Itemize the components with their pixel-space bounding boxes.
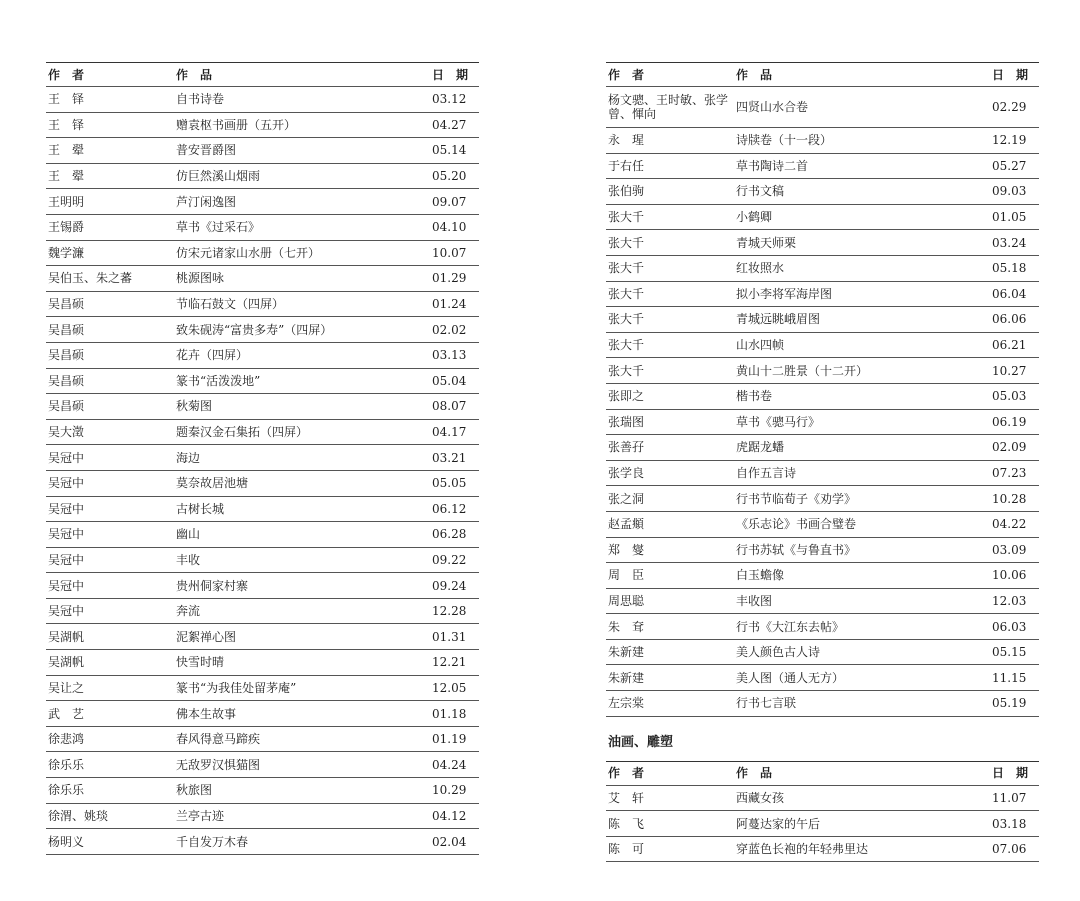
table-row bbox=[46, 266, 479, 292]
artist-cell: 徐渭、姚琰 bbox=[46, 803, 174, 829]
artist-cell: 朱 耷 bbox=[606, 614, 734, 640]
work-cell: 无敌罗汉惧猫图 bbox=[174, 752, 430, 778]
artist-cell: 朱新建 bbox=[606, 639, 734, 665]
date-cell: 05.05 bbox=[430, 470, 479, 496]
date-cell: 04.10 bbox=[430, 214, 479, 240]
work-cell: 莫奈故居池塘 bbox=[174, 470, 430, 496]
artist-cell: 徐乐乐 bbox=[46, 778, 174, 804]
work-cell: 小鹤卿 bbox=[734, 204, 990, 230]
date-cell: 02.29 bbox=[990, 87, 1039, 128]
table-row bbox=[46, 803, 479, 829]
header-artist: 作 者 bbox=[46, 63, 174, 87]
artist-cell: 艾 轩 bbox=[606, 785, 734, 811]
table-row bbox=[46, 829, 479, 855]
table-row bbox=[46, 342, 479, 368]
date-cell: 03.12 bbox=[430, 87, 479, 113]
date-cell: 05.04 bbox=[430, 368, 479, 394]
artist-cell: 张学良 bbox=[606, 460, 734, 486]
date-cell: 07.06 bbox=[990, 836, 1039, 862]
date-cell: 06.19 bbox=[990, 409, 1039, 435]
work-cell: 自书诗卷 bbox=[174, 87, 430, 113]
work-cell: 虎踞龙蟠 bbox=[734, 435, 990, 461]
work-cell: 白玉蟾像 bbox=[734, 563, 990, 589]
table-row bbox=[46, 138, 479, 164]
artist-cell: 赵孟頫 bbox=[606, 511, 734, 537]
artist-cell: 徐乐乐 bbox=[46, 752, 174, 778]
work-cell: 诗牍卷（十一段） bbox=[734, 128, 990, 154]
artist-cell: 张大千 bbox=[606, 230, 734, 256]
artist-cell: 朱新建 bbox=[606, 665, 734, 691]
artist-cell: 王 翚 bbox=[46, 163, 174, 189]
date-cell: 08.07 bbox=[430, 394, 479, 420]
date-cell: 05.03 bbox=[990, 383, 1039, 409]
artist-cell: 王 翚 bbox=[46, 138, 174, 164]
work-cell: 篆书“活泼泼地” bbox=[174, 368, 430, 394]
work-cell: 奔流 bbox=[174, 598, 430, 624]
work-cell: 泥絮禅心图 bbox=[174, 624, 430, 650]
table-body-left bbox=[46, 87, 479, 855]
date-cell: 03.21 bbox=[430, 445, 479, 471]
artist-cell: 张大千 bbox=[606, 281, 734, 307]
header-date: 日 期 bbox=[990, 761, 1039, 785]
date-cell: 03.24 bbox=[990, 230, 1039, 256]
table-row bbox=[606, 409, 1039, 435]
table-row bbox=[46, 496, 479, 522]
table-row bbox=[606, 460, 1039, 486]
date-cell: 04.17 bbox=[430, 419, 479, 445]
work-cell: 行书苏轼《与鲁直书》 bbox=[734, 537, 990, 563]
artist-cell: 杨文骢、王时敏、张学曾、惲向 bbox=[606, 87, 734, 128]
date-cell: 01.29 bbox=[430, 266, 479, 292]
table-row bbox=[46, 726, 479, 752]
work-cell: 海边 bbox=[174, 445, 430, 471]
table-row bbox=[46, 445, 479, 471]
artist-cell: 魏学濂 bbox=[46, 240, 174, 266]
work-cell: 行书七言联 bbox=[734, 691, 990, 717]
right-column bbox=[606, 62, 1033, 862]
table-row bbox=[46, 522, 479, 548]
table-row bbox=[46, 573, 479, 599]
table-row bbox=[46, 317, 479, 343]
table-row bbox=[606, 255, 1039, 281]
table-row bbox=[606, 511, 1039, 537]
table-header-row bbox=[46, 63, 479, 87]
table-row bbox=[606, 665, 1039, 691]
work-cell: 芦汀闲逸图 bbox=[174, 189, 430, 215]
header-work: 作 品 bbox=[734, 761, 990, 785]
date-cell: 09.24 bbox=[430, 573, 479, 599]
work-cell: 桃源图咏 bbox=[174, 266, 430, 292]
artist-cell: 徐悲鸿 bbox=[46, 726, 174, 752]
work-cell: 题秦汉金石集拓（四屏） bbox=[174, 419, 430, 445]
artist-cell: 吴让之 bbox=[46, 675, 174, 701]
date-cell: 02.04 bbox=[430, 829, 479, 855]
header-work: 作 品 bbox=[174, 63, 430, 87]
table-row bbox=[46, 778, 479, 804]
date-cell: 02.02 bbox=[430, 317, 479, 343]
date-cell: 10.29 bbox=[430, 778, 479, 804]
table-row bbox=[46, 112, 479, 138]
work-cell: 自作五言诗 bbox=[734, 460, 990, 486]
table-row bbox=[46, 675, 479, 701]
left-column bbox=[46, 62, 473, 855]
work-cell: 仿宋元诸家山水册（七开） bbox=[174, 240, 430, 266]
date-cell: 10.27 bbox=[990, 358, 1039, 384]
artist-cell: 张即之 bbox=[606, 383, 734, 409]
table-row bbox=[606, 537, 1039, 563]
date-cell: 06.21 bbox=[990, 332, 1039, 358]
artist-cell: 吴冠中 bbox=[46, 522, 174, 548]
table-row bbox=[606, 785, 1039, 811]
date-cell: 07.23 bbox=[990, 460, 1039, 486]
date-cell: 10.06 bbox=[990, 563, 1039, 589]
work-cell: 美人颜色古人诗 bbox=[734, 639, 990, 665]
work-cell: 兰亭古迹 bbox=[174, 803, 430, 829]
artist-cell: 吴湖帆 bbox=[46, 650, 174, 676]
artist-cell: 张之洞 bbox=[606, 486, 734, 512]
work-cell: 篆书“为我佳处留茅庵” bbox=[174, 675, 430, 701]
date-cell: 05.18 bbox=[990, 255, 1039, 281]
table-row bbox=[46, 470, 479, 496]
artist-cell: 陈 可 bbox=[606, 836, 734, 862]
work-cell: 草书《骢马行》 bbox=[734, 409, 990, 435]
table-row bbox=[46, 368, 479, 394]
work-cell: 幽山 bbox=[174, 522, 430, 548]
work-cell: 楷书卷 bbox=[734, 383, 990, 409]
table-row bbox=[606, 691, 1039, 717]
artist-cell: 吴冠中 bbox=[46, 547, 174, 573]
table-row bbox=[606, 332, 1039, 358]
artist-cell: 张善孖 bbox=[606, 435, 734, 461]
date-cell: 09.03 bbox=[990, 179, 1039, 205]
table-row bbox=[606, 204, 1039, 230]
artwork-table-right bbox=[606, 62, 1039, 717]
table-row bbox=[606, 486, 1039, 512]
date-cell: 12.21 bbox=[430, 650, 479, 676]
date-cell: 01.18 bbox=[430, 701, 479, 727]
table-row bbox=[606, 230, 1039, 256]
date-cell: 12.28 bbox=[430, 598, 479, 624]
artist-cell: 郑 燮 bbox=[606, 537, 734, 563]
date-cell: 01.05 bbox=[990, 204, 1039, 230]
work-cell: 行书文稿 bbox=[734, 179, 990, 205]
artist-cell: 张瑞图 bbox=[606, 409, 734, 435]
table-row bbox=[46, 547, 479, 573]
artist-cell: 张大千 bbox=[606, 204, 734, 230]
date-cell: 06.28 bbox=[430, 522, 479, 548]
table-row bbox=[606, 87, 1039, 128]
date-cell: 04.22 bbox=[990, 511, 1039, 537]
artist-cell: 吴昌硕 bbox=[46, 368, 174, 394]
table-row bbox=[46, 701, 479, 727]
work-cell: 丰收图 bbox=[734, 588, 990, 614]
artist-cell: 吴冠中 bbox=[46, 470, 174, 496]
date-cell: 12.19 bbox=[990, 128, 1039, 154]
artist-cell: 周 臣 bbox=[606, 563, 734, 589]
table-row bbox=[46, 598, 479, 624]
work-cell: 秋菊图 bbox=[174, 394, 430, 420]
date-cell: 03.13 bbox=[430, 342, 479, 368]
date-cell: 06.12 bbox=[430, 496, 479, 522]
date-cell: 12.03 bbox=[990, 588, 1039, 614]
artist-cell: 吴冠中 bbox=[46, 598, 174, 624]
date-cell: 09.22 bbox=[430, 547, 479, 573]
table-row bbox=[46, 291, 479, 317]
work-cell: 山水四帧 bbox=[734, 332, 990, 358]
work-cell: 青城天师栗 bbox=[734, 230, 990, 256]
date-cell: 06.04 bbox=[990, 281, 1039, 307]
table-row bbox=[46, 419, 479, 445]
artist-cell: 左宗棠 bbox=[606, 691, 734, 717]
date-cell: 10.28 bbox=[990, 486, 1039, 512]
work-cell: 黄山十二胜景（十二开） bbox=[734, 358, 990, 384]
date-cell: 04.27 bbox=[430, 112, 479, 138]
date-cell: 01.24 bbox=[430, 291, 479, 317]
table-row bbox=[46, 240, 479, 266]
table-row bbox=[606, 588, 1039, 614]
table-row bbox=[606, 307, 1039, 333]
header-date: 日 期 bbox=[430, 63, 479, 87]
section-title-oil-sculpture: 油画、雕塑 bbox=[608, 734, 674, 750]
artist-cell: 吴昌硕 bbox=[46, 291, 174, 317]
date-cell: 05.15 bbox=[990, 639, 1039, 665]
work-cell: 贵州侗家村寨 bbox=[174, 573, 430, 599]
date-cell: 04.24 bbox=[430, 752, 479, 778]
table-row bbox=[46, 394, 479, 420]
artist-cell: 周思聪 bbox=[606, 588, 734, 614]
work-cell: 千自发万木春 bbox=[174, 829, 430, 855]
table-row bbox=[46, 163, 479, 189]
work-cell: 拟小李将军海岸图 bbox=[734, 281, 990, 307]
date-cell: 05.20 bbox=[430, 163, 479, 189]
artist-cell: 王明明 bbox=[46, 189, 174, 215]
table-row bbox=[46, 624, 479, 650]
date-cell: 01.19 bbox=[430, 726, 479, 752]
header-date: 日 期 bbox=[990, 63, 1039, 87]
artist-cell: 张大千 bbox=[606, 358, 734, 384]
work-cell: 阿蔓达家的午后 bbox=[734, 811, 990, 837]
work-cell: 古树长城 bbox=[174, 496, 430, 522]
table-row bbox=[46, 752, 479, 778]
work-cell: 行书《大江东去帖》 bbox=[734, 614, 990, 640]
table-row bbox=[606, 128, 1039, 154]
artist-cell: 吴冠中 bbox=[46, 573, 174, 599]
table-row bbox=[606, 383, 1039, 409]
date-cell: 10.07 bbox=[430, 240, 479, 266]
work-cell: 赠袁枢书画册（五开） bbox=[174, 112, 430, 138]
date-cell: 06.06 bbox=[990, 307, 1039, 333]
date-cell: 02.09 bbox=[990, 435, 1039, 461]
table-row bbox=[606, 563, 1039, 589]
date-cell: 12.05 bbox=[430, 675, 479, 701]
work-cell: 青城远眺峨眉图 bbox=[734, 307, 990, 333]
table-row bbox=[606, 358, 1039, 384]
date-cell: 01.31 bbox=[430, 624, 479, 650]
table-header-row bbox=[606, 63, 1039, 87]
table-row bbox=[606, 281, 1039, 307]
date-cell: 11.15 bbox=[990, 665, 1039, 691]
table-body-oil bbox=[606, 785, 1039, 862]
date-cell: 11.07 bbox=[990, 785, 1039, 811]
work-cell: 秋旅图 bbox=[174, 778, 430, 804]
work-cell: 穿蓝色长袍的年轻弗里达 bbox=[734, 836, 990, 862]
artist-cell: 吴伯玉、朱之蕃 bbox=[46, 266, 174, 292]
table-body-right bbox=[606, 87, 1039, 717]
date-cell: 09.07 bbox=[430, 189, 479, 215]
artist-cell: 吴湖帆 bbox=[46, 624, 174, 650]
table-row bbox=[46, 189, 479, 215]
artist-cell: 吴昌硕 bbox=[46, 317, 174, 343]
work-cell: 致朱砚涛“富贵多寿”（四屏） bbox=[174, 317, 430, 343]
artist-cell: 吴冠中 bbox=[46, 496, 174, 522]
table-row bbox=[606, 811, 1039, 837]
table-row bbox=[46, 214, 479, 240]
artist-cell: 陈 飞 bbox=[606, 811, 734, 837]
work-cell: 草书《过采石》 bbox=[174, 214, 430, 240]
artist-cell: 吴昌硕 bbox=[46, 394, 174, 420]
artist-cell: 张大千 bbox=[606, 255, 734, 281]
artist-cell: 吴大澂 bbox=[46, 419, 174, 445]
table-row bbox=[46, 650, 479, 676]
work-cell: 丰收 bbox=[174, 547, 430, 573]
work-cell: 西藏女孩 bbox=[734, 785, 990, 811]
date-cell: 04.12 bbox=[430, 803, 479, 829]
table-header-row bbox=[606, 761, 1039, 785]
work-cell: 普安晋爵图 bbox=[174, 138, 430, 164]
artist-cell: 王 铎 bbox=[46, 87, 174, 113]
work-cell: 花卉（四屏） bbox=[174, 342, 430, 368]
table-row bbox=[606, 836, 1039, 862]
artist-cell: 张大千 bbox=[606, 332, 734, 358]
artist-cell: 杨明义 bbox=[46, 829, 174, 855]
artwork-table-left bbox=[46, 62, 479, 855]
date-cell: 03.18 bbox=[990, 811, 1039, 837]
table-row bbox=[606, 639, 1039, 665]
table-row bbox=[46, 87, 479, 113]
work-cell: 《乐志论》书画合璧卷 bbox=[734, 511, 990, 537]
artist-cell: 王锡爵 bbox=[46, 214, 174, 240]
work-cell: 节临石鼓文（四屏） bbox=[174, 291, 430, 317]
date-cell: 03.09 bbox=[990, 537, 1039, 563]
header-work: 作 品 bbox=[734, 63, 990, 87]
artist-cell: 吴昌硕 bbox=[46, 342, 174, 368]
table-row bbox=[606, 435, 1039, 461]
table-row bbox=[606, 179, 1039, 205]
date-cell: 05.19 bbox=[990, 691, 1039, 717]
artist-cell: 永 瑆 bbox=[606, 128, 734, 154]
date-cell: 06.03 bbox=[990, 614, 1039, 640]
work-cell: 行书节临荀子《劝学》 bbox=[734, 486, 990, 512]
artist-cell: 张伯驹 bbox=[606, 179, 734, 205]
date-cell: 05.27 bbox=[990, 153, 1039, 179]
work-cell: 快雪时晴 bbox=[174, 650, 430, 676]
date-cell: 05.14 bbox=[430, 138, 479, 164]
artist-cell: 吴冠中 bbox=[46, 445, 174, 471]
artwork-table-oil bbox=[606, 761, 1039, 863]
table-row bbox=[606, 153, 1039, 179]
artist-cell: 张大千 bbox=[606, 307, 734, 333]
work-cell: 草书陶诗二首 bbox=[734, 153, 990, 179]
work-cell: 春风得意马蹄疾 bbox=[174, 726, 430, 752]
artist-cell: 王 铎 bbox=[46, 112, 174, 138]
work-cell: 美人图（通人无方） bbox=[734, 665, 990, 691]
header-artist: 作 者 bbox=[606, 63, 734, 87]
work-cell: 佛本生故事 bbox=[174, 701, 430, 727]
artist-cell: 武 艺 bbox=[46, 701, 174, 727]
table-row bbox=[606, 614, 1039, 640]
artist-cell: 于右任 bbox=[606, 153, 734, 179]
work-cell: 红妆照水 bbox=[734, 255, 990, 281]
work-cell: 四贤山水合卷 bbox=[734, 87, 990, 128]
header-artist: 作 者 bbox=[606, 761, 734, 785]
work-cell: 仿巨然溪山烟雨 bbox=[174, 163, 430, 189]
